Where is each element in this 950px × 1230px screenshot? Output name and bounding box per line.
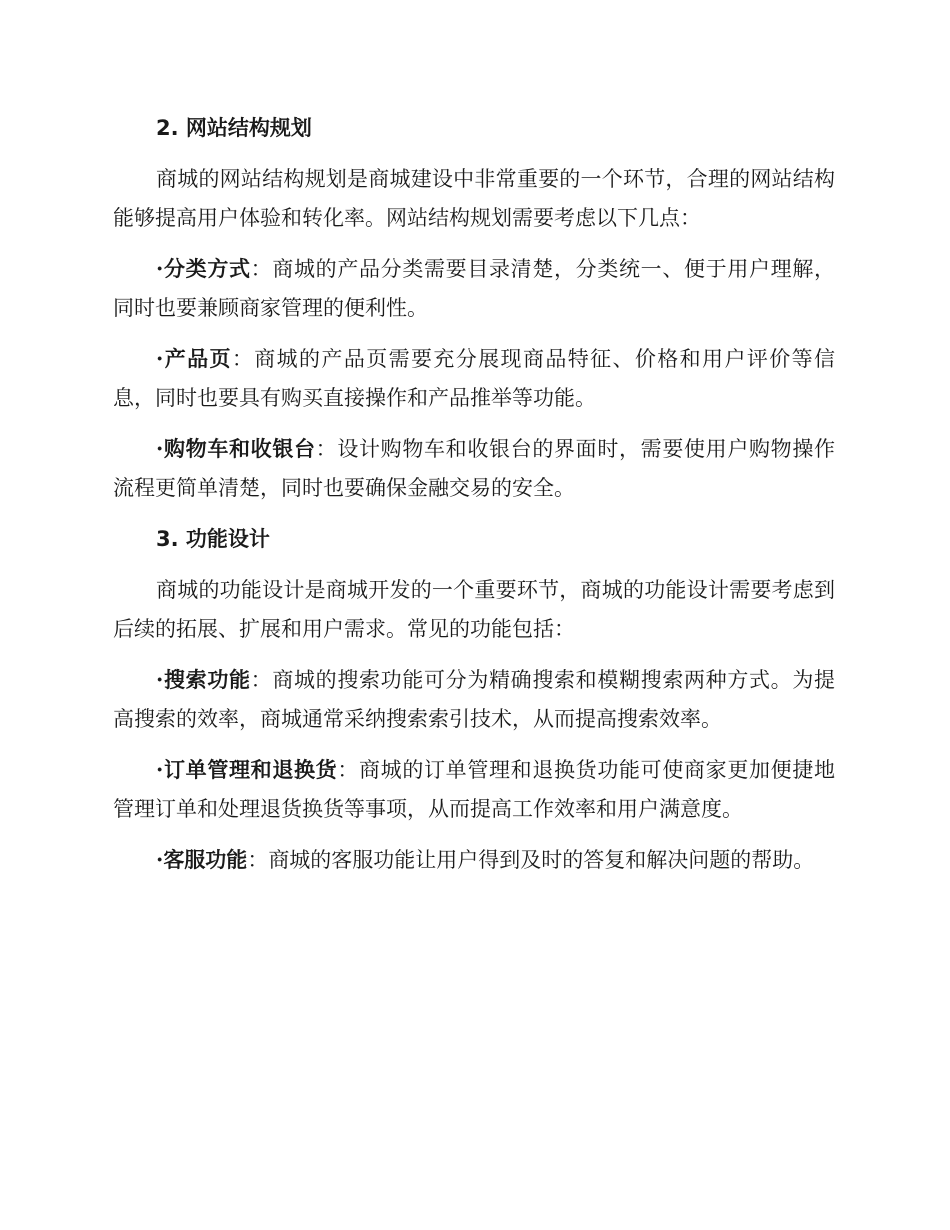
item-text: 商城的搜索功能可分为精确搜索和模糊搜索两种方式。为提高搜索的效率，商城通常采纳搜索索引技术，从而提高搜索效率。 <box>113 668 836 731</box>
item-text: 设计购物车和收银台的界面时，需要使用户购物操作流程更简单清楚，同时也要确保金融交易的安全。 <box>113 437 836 500</box>
section-heading-function-design: 3. 功能设计 <box>156 527 270 551</box>
item-separator: ： <box>250 257 273 281</box>
item-label: 客服功能 <box>163 848 248 872</box>
list-item-cart-checkout <box>113 429 835 508</box>
item-separator: ： <box>250 668 273 692</box>
item-separator: ： <box>315 437 338 461</box>
list-item-product-page <box>113 339 835 418</box>
document-content <box>113 108 835 891</box>
item-label: 搜索功能 <box>163 668 251 692</box>
bullet-icon: · <box>156 667 164 692</box>
item-text: 商城的客服功能让用户得到及时的答复和解决问题的帮助。 <box>268 848 815 872</box>
item-label: 产品页 <box>163 347 232 371</box>
list-item-customer-service <box>113 840 835 880</box>
list-item-category <box>113 249 835 328</box>
section-heading-website-structure: 2. 网站结构规划 <box>156 116 312 140</box>
list-item-search <box>113 660 835 739</box>
item-text: 商城的产品分类需要目录清楚，分类统一、便于用户理解，同时也要兼顾商家管理的便利性。 <box>113 257 836 320</box>
bullet-icon: · <box>156 436 164 461</box>
item-label: 购物车和收银台 <box>163 437 316 461</box>
list-item-orders-returns <box>113 750 835 829</box>
item-label: 订单管理和退换货 <box>163 758 338 782</box>
bullet-icon: · <box>156 757 164 782</box>
bullet-icon: · <box>156 847 164 872</box>
bullet-icon: · <box>156 346 164 371</box>
item-text: 商城的产品页需要充分展现商品特征、价格和用户评价等信息，同时也要具有购买直接操作和产品推举等功能。 <box>113 347 836 410</box>
item-separator: ： <box>337 758 359 782</box>
item-text: 商城的订单管理和退换货功能可使商家更加便捷地管理订单和处理退货换货等事项，从而提高工作效率和用户满意度。 <box>113 758 836 821</box>
section-intro-function-design: 商城的功能设计是商城开发的一个重要环节，商城的功能设计需要考虑到后续的拓展、扩展和用户需求。常见的功能包括： <box>113 578 835 641</box>
item-separator: ： <box>247 848 269 872</box>
item-separator: ： <box>231 347 255 371</box>
bullet-icon: · <box>156 256 164 281</box>
section-intro-website-structure: 商城的网站结构规划是商城建设中非常重要的一个环节，合理的网站结构能够提高用户体验和转化率。网站结构规划需要考虑以下几点： <box>113 167 835 230</box>
item-label: 分类方式 <box>163 257 251 281</box>
